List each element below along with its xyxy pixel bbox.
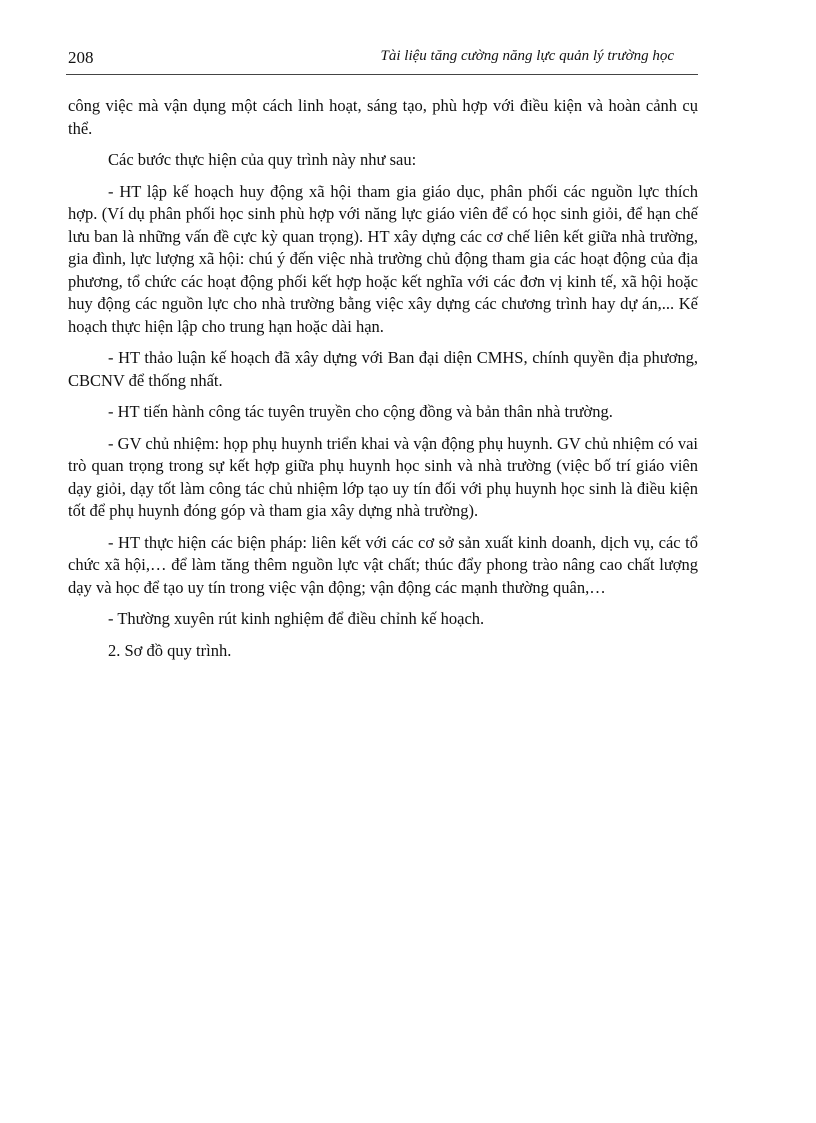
section-heading-diagram: 2. Sơ đồ quy trình. [108, 640, 232, 660]
paragraph-step-plan: - HT lập kế hoạch huy động xã hội tham gia giáo dục, phân phối các nguồn lực thích hợp. (Ví dụ phân phối học sinh phù hợp với năng lực giáo viên để có học sinh giỏi, để hạn chế lưu ban là những vấn đề cực kỳ quan trọng). HT xây dựng các cơ chế liên kết giữa nhà trường, gia đình, lực lượng xã hội: chú ý đến việc nhà trường chủ động tham gia các hoạt động của địa phương, tổ chức các hoạt động phối kết hợp hoặc kết nghĩa với các đơn vị kinh tế, xã hội hoặc huy động các nguồn lực cho nhà trường bằng việc xây dựng các chương trình hay dự án,... Kế hoạch thực hiện lập cho trung hạn hoặc dài hạn. [68, 181, 698, 336]
paragraph-continuation: công việc mà vận dụng một cách linh hoạt, sáng tạo, phù hợp với điều kiện và hoàn cảnh cụ thể. [68, 96, 698, 138]
paragraph-step-discuss: - HT thảo luận kế hoạch đã xây dựng với Ban đại diện CMHS, chính quyền địa phương, CBCNV để thống nhất. [68, 348, 698, 390]
paragraph-step-review: - Thường xuyên rút kinh nghiệm để điều chỉnh kế hoạch. [108, 609, 485, 628]
header-rule [66, 74, 698, 75]
running-title: Tài liệu tăng cường năng lực quản lý trường học [380, 48, 674, 64]
paragraph-step-measures: - HT thực hiện các biện pháp: liên kết với các cơ sở sản xuất kinh doanh, dịch vụ, các tổ chức xã hội,… để làm tăng thêm nguồn lực vật chất; thúc đẩy phong trào nâng cao chất lượng dạy và học để tạo uy tín trong việc vận động; vận động các mạnh thường quân,… [68, 532, 698, 597]
page-number: 208 [68, 48, 94, 67]
page-body [68, 95, 698, 671]
paragraph-steps-intro: Các bước thực hiện của quy trình này như sau: [108, 150, 417, 169]
paragraph-step-promote: - HT tiến hành công tác tuyên truyền cho cộng đồng và bản thân nhà trường. [108, 402, 613, 421]
paragraph-step-homeroom: - GV chủ nhiệm: họp phụ huynh triển khai và vận động phụ huynh. GV chủ nhiệm có vai trò quan trọng trong sự kết hợp giữa phụ huynh học sinh và nhà trường (việc bố trí giáo viên dạy giỏi, dạy tốt làm công tác chủ nhiệm lớp tạo uy tín đối với phụ huynh học sinh là điều kiện tốt để phụ huynh đóng góp và tham gia xây dựng nhà trường). [68, 433, 698, 520]
